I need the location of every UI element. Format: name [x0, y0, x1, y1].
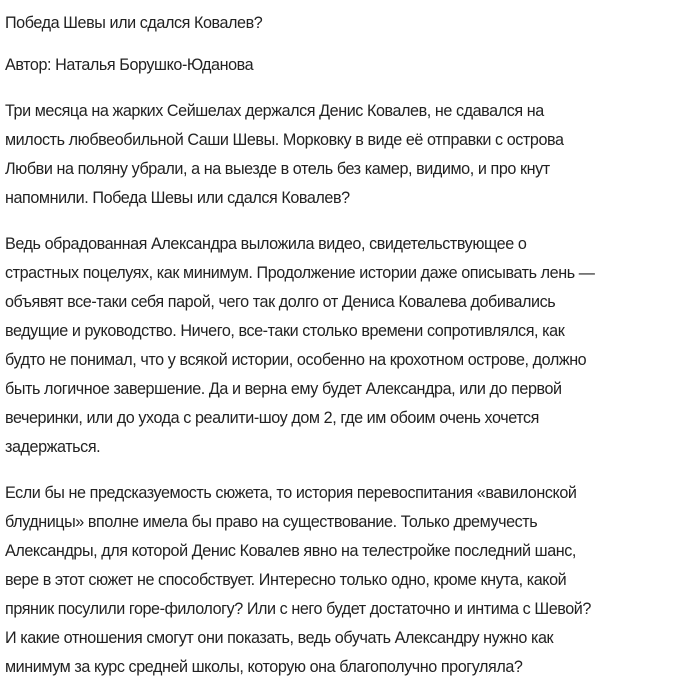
- author-text: Автор: Наталья Борушко-Юданова: [5, 55, 254, 74]
- paragraph-line: Любви на поляну убрали, а на выезде в отель без камер, видимо, и про кнут: [5, 159, 550, 178]
- article-author: [5, 50, 699, 79]
- paragraph: [5, 478, 699, 681]
- paragraph: [5, 96, 699, 212]
- paragraph-line: И какие отношения смогут они показать, ведь обучать Александру нужно как: [5, 628, 554, 647]
- paragraph-line: Если бы не предсказуемость сюжета, то история перевоспитания «вавилонской: [5, 483, 577, 502]
- paragraph-line: задержаться.: [5, 437, 101, 456]
- article-body: [5, 96, 699, 681]
- paragraph-line: блудницы» вполне имела бы право на существование. Только дремучесть: [5, 512, 538, 531]
- paragraph-line: будто не понимал, что у всякой истории, особенно на крохотном острове, должно: [5, 350, 587, 369]
- paragraph: [5, 229, 699, 461]
- paragraph-line: вечеринки, или до ухода с реалити-шоу дом 2, где им обоим очень хочется: [5, 408, 539, 427]
- paragraph-line: милость любвеобильной Саши Шевы. Морковку в виде её отправки с острова: [5, 130, 564, 149]
- paragraph-line: Александры, для которой Денис Ковалев явно на телестройке последний шанс,: [5, 541, 576, 560]
- paragraph-line: страстных поцелуях, как минимум. Продолжение истории даже описывать лень —: [5, 263, 595, 282]
- paragraph-line: напомнили. Победа Шевы или сдался Ковалев?: [5, 188, 350, 207]
- paragraph-line: пряник посулили горе-филологу? Или с него будет достаточно и интима с Шевой?: [5, 599, 591, 618]
- paragraph-line: Три месяца на жарких Сейшелах держался Денис Ковалев, не сдавался на: [5, 101, 544, 120]
- paragraph-line: минимум за курс средней школы, которую она благополучно прогуляла?: [5, 657, 523, 676]
- article-title: [5, 8, 699, 37]
- paragraph-line: ведущие и руководство. Ничего, все-таки столько времени сопротивлялся, как: [5, 321, 565, 340]
- paragraph-line: вере в этот сюжет не способствует. Интересно только одно, кроме кнута, какой: [5, 570, 567, 589]
- title-text: Победа Шевы или сдался Ковалев?: [5, 13, 263, 32]
- paragraph-line: объявят все-таки себя парой, чего так долго от Дениса Ковалева добивались: [5, 292, 556, 311]
- paragraph-line: быть логичное завершение. Да и верна ему будет Александра, или до первой: [5, 379, 562, 398]
- paragraph-line: Ведь обрадованная Александра выложила видео, свидетельствующее о: [5, 234, 527, 253]
